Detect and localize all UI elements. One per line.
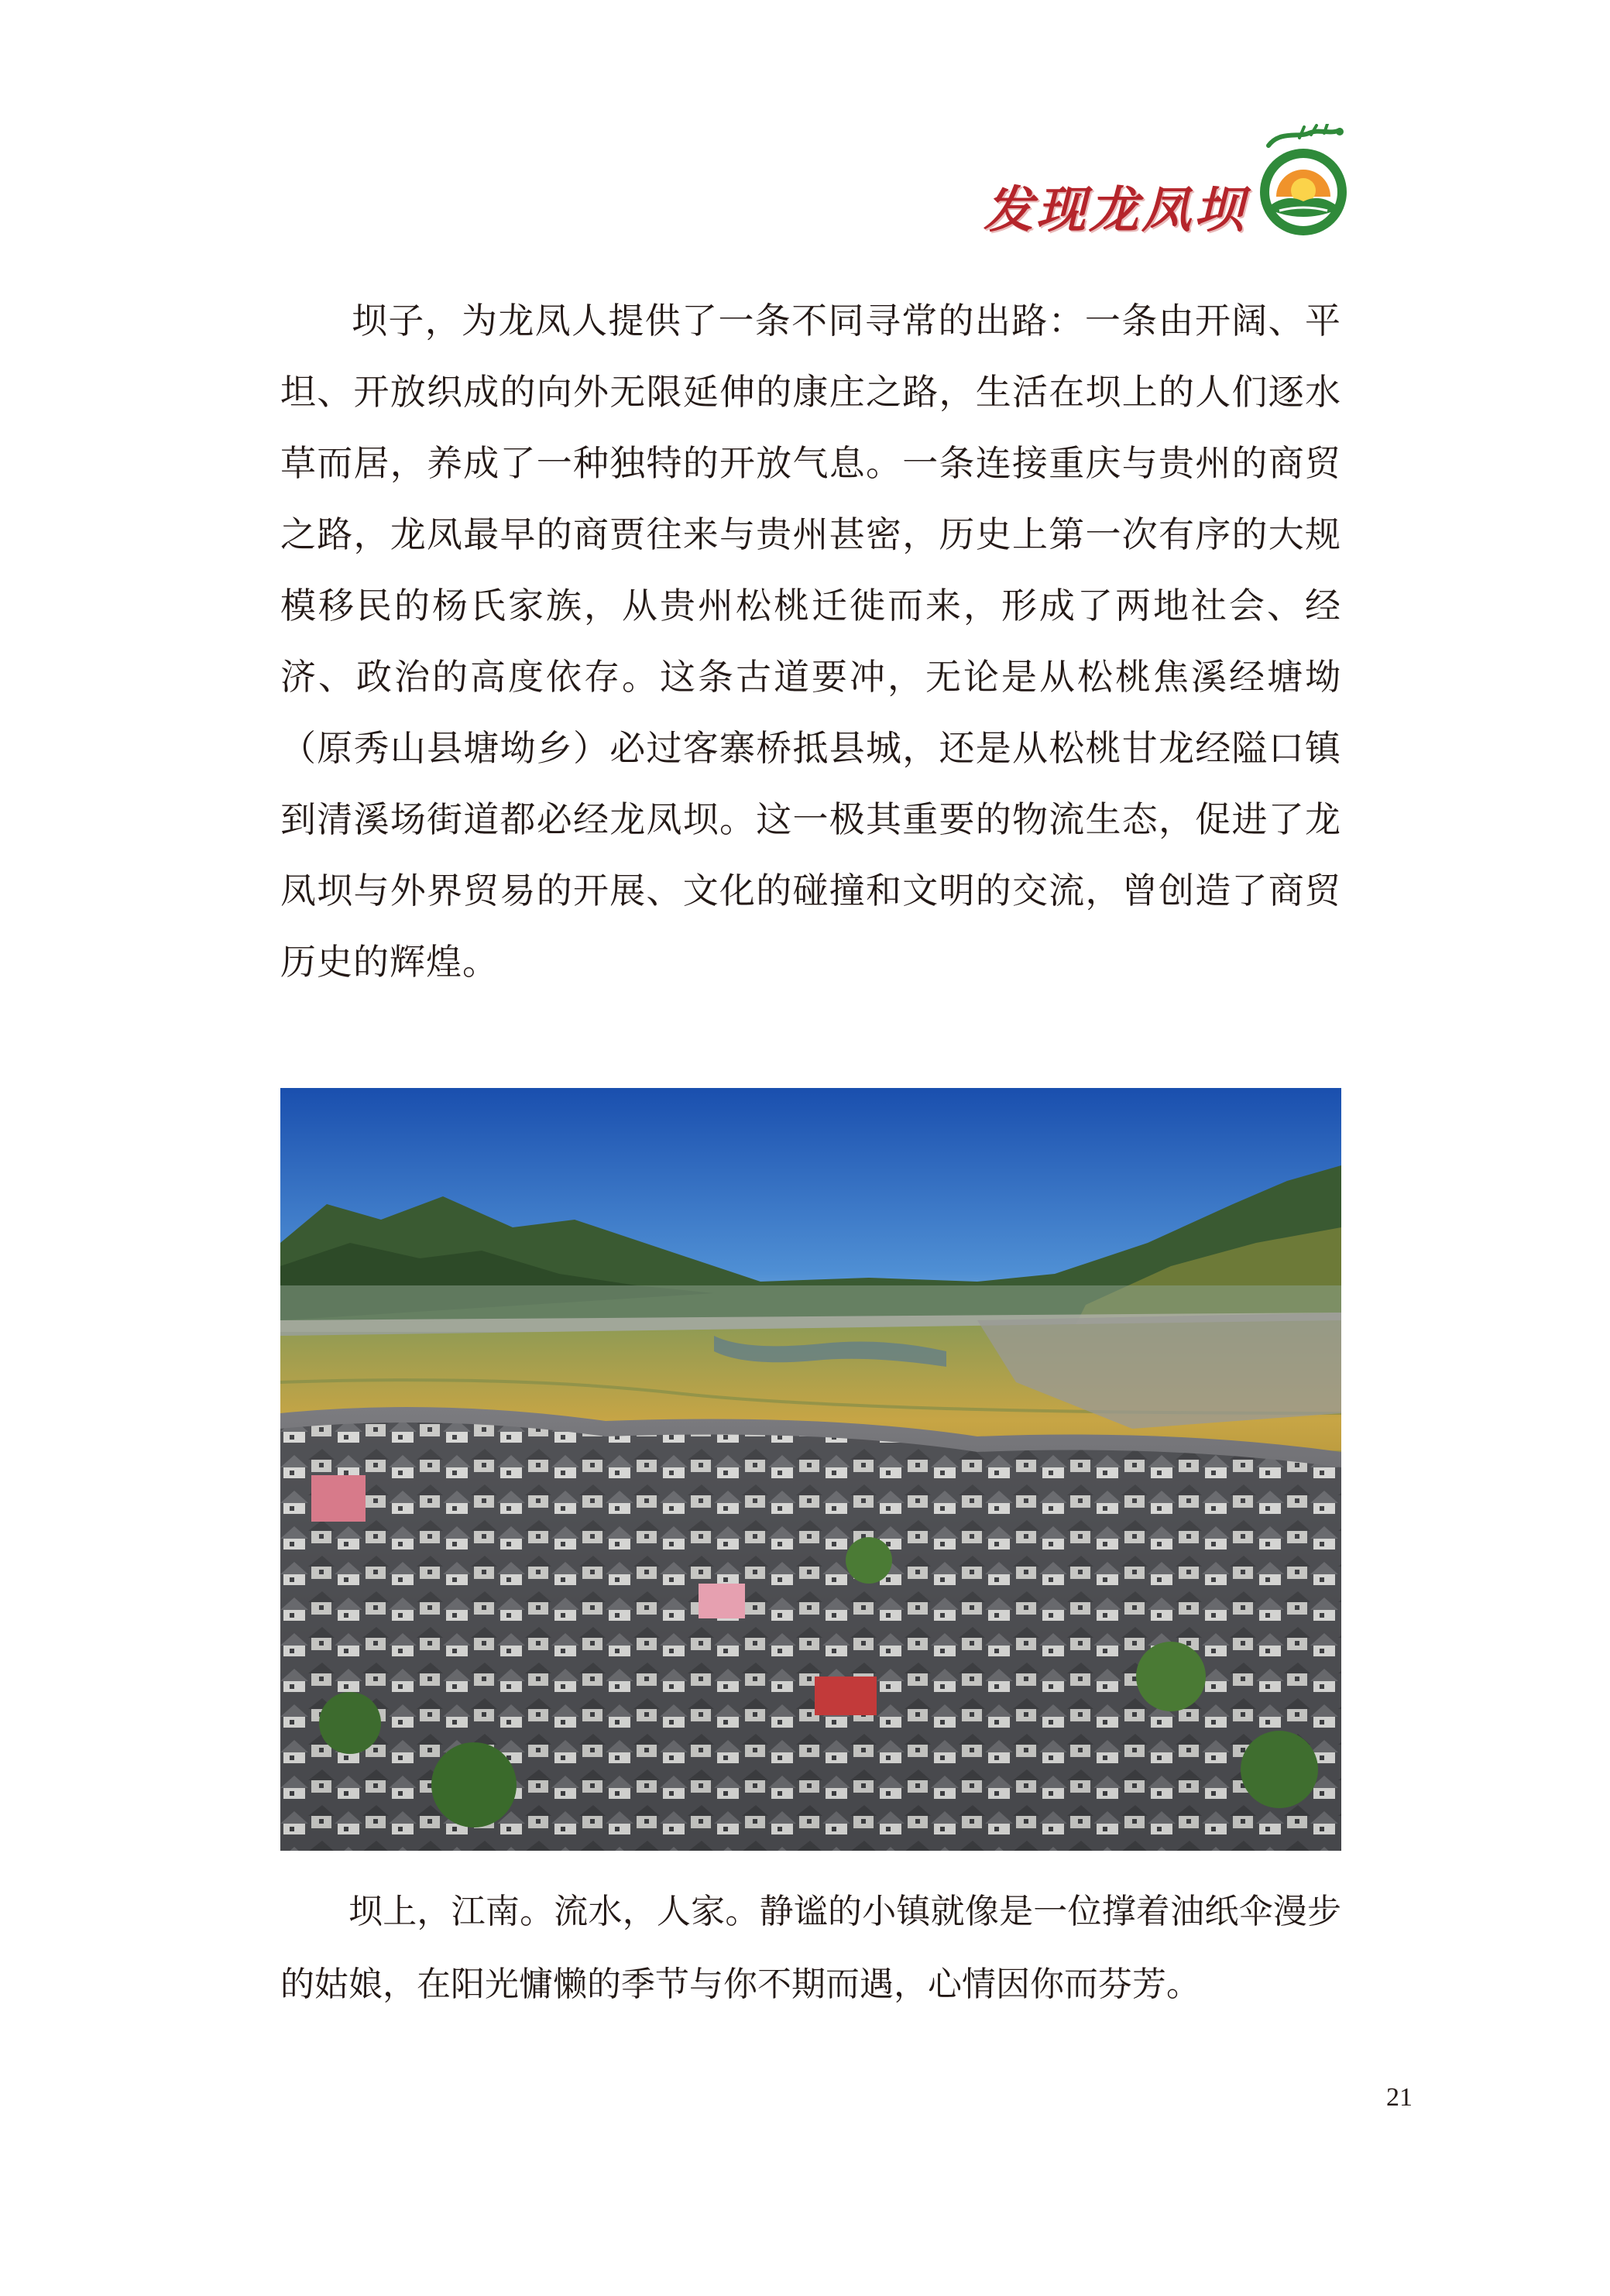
photo-caption: 坝上，江南。流水，人家。静谧的小镇就像是一位撑着油纸伞漫步的姑娘，在阳光慵懒的季节与你不期而遇，心情因你而芬芳。 bbox=[280, 1892, 1341, 2004]
page-header bbox=[984, 124, 1355, 240]
village-valley-photo-icon bbox=[280, 1088, 1341, 1851]
brand-title: 发现龙凤坝 bbox=[984, 181, 1247, 239]
main-paragraph: 坝子，为龙凤人提供了一条不同寻常的出路：一条由开阔、平坦、开放织成的向外无限延伸的康庄之路，生活在坝上的人们逐水草而居，养成了一种独特的开放气息。一条连接重庆与贵州的商贸之路，龙凤最早的商贾往来与贵州甚密，历史上第一次有序的大规模移民的杨氏家族，从贵州松桃迁徙而来，形成了两地社会、经济、政治的高度依存。这条古道要冲，无论是从松桃焦溪经塘坳（原秀山县塘坳乡）必过客寨桥抵县城，还是从松桃甘龙经隘口镇到清溪场街道都必经龙凤坝。这一极其重要的物流生态，促进了龙凤坝与外界贸易的开展、文化的碰撞和文明的交流，曾创造了商贸历史的辉煌。 bbox=[280, 300, 1341, 983]
dragon-sun-mountain-logo-icon bbox=[1253, 124, 1354, 240]
page-number: 21 bbox=[1386, 2083, 1413, 2112]
